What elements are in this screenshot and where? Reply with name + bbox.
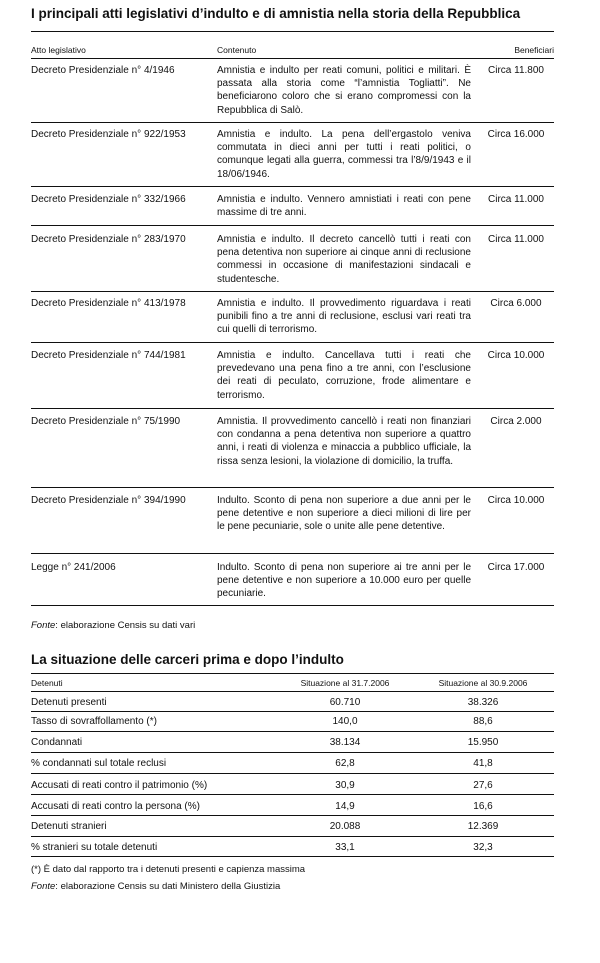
divider [31, 711, 554, 712]
table1-row-beneficiaries: Circa 11.000 [488, 194, 544, 205]
divider [31, 186, 554, 187]
divider [31, 225, 554, 226]
table1-row-law: Decreto Presidenziale n° 283/1970 [31, 234, 186, 245]
table1-row-content: Indulto. Sconto di pena non superiore ai tre anni per le pene detentive e non superiore a 10.000 euro per quelle pecuniarie. [217, 562, 471, 600]
table1-row-content: Amnistia. Il provvedimento cancellò i reati non finanziari con condanna a pena detentiva non superiore a quattro anni, i reati di violenza e minaccia a pubblico ufficiale, la rissa senza lesioni, la violazione di domicilio, la truffa. [217, 416, 471, 467]
divider [31, 836, 554, 837]
table1-row-beneficiaries: Circa 10.000 [487, 495, 545, 506]
divider [31, 122, 554, 123]
table1-row-content: Amnistia e indulto. Vennero amnistiati i reati con pene massime di tre anni. [217, 194, 471, 219]
table1-row-law: Decreto Presidenziale n° 4/1946 [31, 65, 175, 76]
divider [31, 408, 554, 409]
divider [31, 856, 554, 857]
table2-row-before: 33,1 [335, 842, 355, 853]
table1-row-content: Amnistia e indulto. Cancellava tutti i reati che prevedevano una pena fino a tre anni, con l’esclusione dei reati di peculato, corruzione, frode alimentare e terrorismo. [217, 350, 471, 401]
table2-row-after: 12.369 [467, 821, 499, 832]
table1-row-content: Amnistia e indulto. La pena dell’ergastolo veniva commutata in dieci anni per tutti i reati politici, o comunque legati alla guerra, commessi tra l’8/9/1943 e il 18/06/1946. [217, 129, 471, 180]
table1-row-beneficiaries: Circa 16.000 [487, 129, 545, 140]
table2-title: La situazione delle carceri prima e dopo l’indulto [31, 652, 344, 667]
table1-row-law: Decreto Presidenziale n° 413/1978 [31, 298, 186, 309]
table2-row-before: 38.134 [329, 737, 361, 748]
table1-row-law: Decreto Presidenziale n° 922/1953 [31, 129, 186, 140]
table2-header-after: Situazione al 30.9.2006 [438, 678, 528, 688]
table2-row-label: Accusati di reati contro il patrimonio (%) [31, 780, 208, 791]
table1-row-content: Amnistia e indulto. Il provvedimento riguardava i reati punibili fino a tre anni di reclusione, esclusi vari reati tra cui quelli di terrorismo. [217, 298, 471, 336]
table1-row-beneficiaries: Circa 17.000 [487, 562, 545, 573]
source-text: : elaborazione Censis su dati Ministero della Giustizia [55, 881, 281, 892]
table1-row-beneficiaries: Circa 11.800 [488, 65, 544, 76]
divider [31, 605, 554, 606]
table2-row-after: 41,8 [473, 758, 493, 769]
source-text: : elaborazione Censis su dati vari [55, 620, 196, 631]
source-label: Fonte [31, 620, 56, 631]
divider [31, 31, 554, 32]
table1-row-law: Decreto Presidenziale n° 744/1981 [31, 350, 186, 361]
table2-row-label: Detenuti presenti [31, 697, 107, 708]
divider [31, 673, 554, 674]
divider [31, 794, 554, 795]
table1-row-beneficiaries: Circa 10.000 [487, 350, 545, 361]
table2-row-after: 32,3 [473, 842, 493, 853]
table1-row-content: Amnistia e indulto. Il decreto cancellò tutti i reati con pena detentiva non superiore ai cinque anni di reclusione commessi in occasione di manifestazioni sindacali e studentesche. [217, 234, 471, 285]
table1-header-law: Atto legislativo [31, 45, 86, 55]
table2-row-before: 62,8 [335, 758, 355, 769]
divider [31, 752, 554, 753]
table1-row-content: Indulto. Sconto di pena non superiore a due anni per le pene detentive e non superiore a dieci milioni di lire per le pene pecuniarie, sole o unite alle pene detentive. [217, 495, 471, 533]
table2-header-label: Detenuti [31, 678, 63, 688]
table2-row-label: % condannati sul totale reclusi [31, 758, 167, 769]
table2-row-label: Detenuti stranieri [31, 821, 107, 832]
table2-row-label: Tasso di sovraffollamento (*) [31, 716, 157, 727]
table2-row-after: 15.950 [467, 737, 499, 748]
table1-title: I principali atti legislativi d’indulto e di amnistia nella storia della Repubblica [31, 6, 521, 21]
table2-row-after: 16,6 [473, 801, 493, 812]
divider [31, 731, 554, 732]
table2-header-before: Situazione al 31.7.2006 [300, 678, 390, 688]
divider [31, 487, 554, 488]
divider [31, 553, 554, 554]
table1-header-beneficiaries: Beneficiari [514, 45, 554, 55]
divider [31, 291, 554, 292]
table2-row-before: 20.088 [329, 821, 361, 832]
table2-row-before: 30,9 [335, 780, 355, 791]
table2-row-before: 140,0 [332, 716, 358, 727]
table1-row-beneficiaries: Circa 2.000 [490, 416, 542, 427]
table2-note: (*) È dato dal rapporto tra i detenuti presenti e capienza massima [31, 864, 306, 875]
table2-source [31, 881, 280, 892]
divider [31, 773, 554, 774]
table1-row-law: Decreto Presidenziale n° 332/1966 [31, 194, 186, 205]
table1-header-content: Contenuto [217, 45, 257, 55]
table2-row-label: Accusati di reati contro la persona (%) [31, 801, 200, 812]
table2-row-label: % stranieri su totale detenuti [31, 842, 158, 853]
table1-row-law: Legge n° 241/2006 [31, 562, 116, 573]
divider [31, 815, 554, 816]
divider [31, 342, 554, 343]
divider [31, 691, 554, 692]
table1-row-content: Amnistia e indulto per reati comuni, politici e militari. È passata alla storia come “l’amnistia Togliatti”. Ne beneficiarono coloro che si erano compromessi con la Repubblica di Salò. [217, 65, 471, 116]
divider [31, 58, 554, 59]
table1-row-law: Decreto Presidenziale n° 75/1990 [31, 416, 181, 427]
table1-row-law: Decreto Presidenziale n° 394/1990 [31, 495, 186, 506]
table1-row-beneficiaries: Circa 11.000 [488, 234, 544, 245]
table2-row-after: 88,6 [473, 716, 493, 727]
table2-row-before: 14,9 [335, 801, 355, 812]
table2-row-after: 38.326 [467, 697, 499, 708]
table2-row-before: 60.710 [329, 697, 361, 708]
table2-row-after: 27,6 [473, 780, 493, 791]
table2-row-label: Condannati [31, 737, 83, 748]
table1-row-beneficiaries: Circa 6.000 [490, 298, 542, 309]
table1-source [31, 620, 195, 631]
source-label: Fonte [31, 881, 56, 892]
